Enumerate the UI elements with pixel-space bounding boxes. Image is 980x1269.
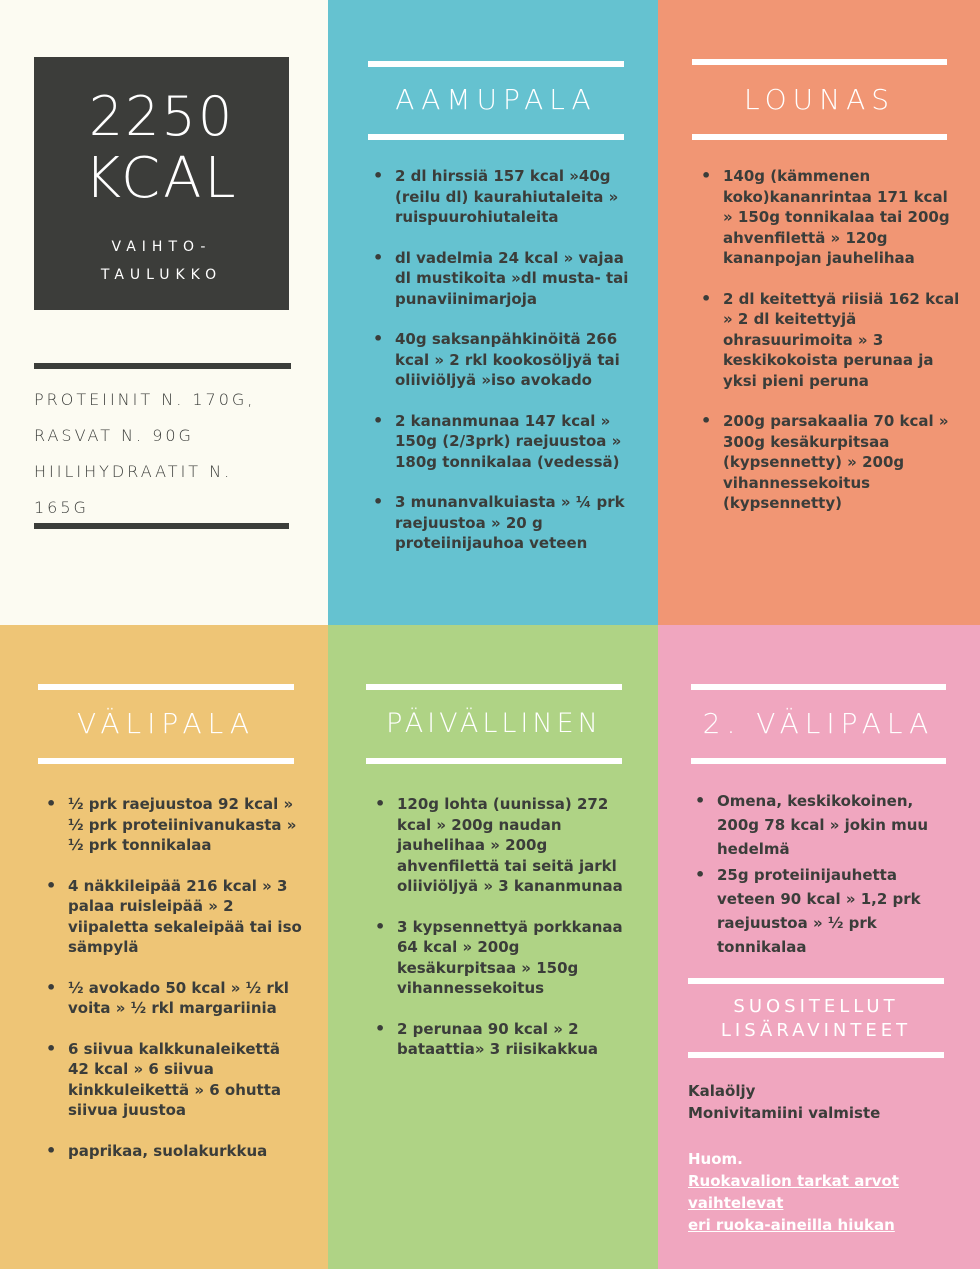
list-item: • 2 kananmunaa 147 kcal » 150g (2/3prk) raejuustoa » 180g tonnikalaa (vedessä): [370, 411, 632, 473]
list-item: • 40g saksanpähkinöitä 266 kcal » 2 rkl kookosöljyä tai oliiviöljyä »iso avokado: [370, 329, 632, 391]
valipala-list: [43, 794, 305, 1181]
supplements-notes: [688, 1080, 958, 1236]
lounas-divider-top: [692, 59, 947, 65]
list-item: • 3 munanvalkuiasta » ¼ prk raejuustoa » 20 g proteiinijauhoa veteen: [370, 492, 632, 554]
note-label: Huom.: [688, 1150, 743, 1168]
list-item: • 6 siivua kalkkunaleikettä 42 kcal » 6 siivua kinkkuleikettä » 6 ohutta siivua juustoa: [43, 1039, 305, 1121]
macros-divider-top: [34, 363, 291, 369]
aamupala-divider-bottom: [368, 134, 624, 140]
macros-divider-bottom: [34, 523, 289, 529]
valipala-title: VÄLIPALA: [76, 707, 256, 740]
list-item: • 25g proteiinijauhetta veteen 90 kcal » 1,2 prk raejuustoa » ½ prk tonnikalaa: [692, 863, 950, 959]
supplements-divider-top: [688, 978, 944, 984]
kcal-subtitle-line2: TAULUKKO: [100, 267, 223, 283]
kcal-box: [34, 57, 289, 310]
supplement-item: Kalaöljy: [688, 1082, 756, 1100]
macros-line1: PROTEIINIT N. 170G,: [34, 390, 256, 409]
list-item: • 200g parsakaalia 70 kcal » 300g kesäkurpitsaa (kypsennetty) » 200g vihannessekoitus (kypsennetty): [698, 411, 960, 514]
macros-line3: HIILIHYDRAATIT N.: [34, 462, 233, 481]
supplements-title: [688, 995, 944, 1043]
lounas-divider-bottom: [692, 134, 947, 140]
kcal-number: 2250: [88, 85, 235, 148]
kcal-unit: KCAL: [84, 146, 239, 211]
lounas-list: [698, 166, 960, 534]
list-item: • 2 perunaa 90 kcal » 2 bataattia» 3 riisikakkua: [372, 1019, 634, 1060]
valipala2-divider-bottom: [691, 758, 946, 764]
list-item: • Omena, keskikokoinen, 200g 78 kcal » jokin muu hedelmä: [692, 789, 950, 861]
valipala2-divider-top: [691, 684, 946, 690]
list-item: • 120g lohta (uunissa) 272 kcal » 200g naudan jauhelihaa » 200g ahvenfilettä tai seitä jarkl oliiviöljyä » 3 kananmunaa: [372, 794, 634, 897]
kcal-subtitle-line1: VAIHTO-: [111, 239, 212, 255]
aamupala-list: [370, 166, 632, 574]
macros-line2: RASVAT N. 90G: [34, 426, 194, 445]
list-item: • ½ avokado 50 kcal » ½ rkl voita » ½ rkl margariinia: [43, 978, 305, 1019]
list-item: • 3 kypsennettyä porkkanaa 64 kcal » 200g kesäkurpitsaa » 150g vihannessekoitus: [372, 917, 634, 999]
note-link-line1[interactable]: Ruokavalion tarkat arvot: [688, 1172, 899, 1190]
valipala2-title: 2. VÄLIPALA: [702, 707, 935, 740]
lounas-title: LOUNAS: [743, 83, 895, 116]
list-item: • paprikaa, suolakurkkua: [43, 1141, 305, 1162]
kcal-subtitle: [34, 233, 289, 289]
paivallinen-title: PÄIVÄLLINEN: [386, 708, 602, 739]
note-link-line2[interactable]: vaihtelevat: [688, 1194, 784, 1212]
supplements-title-line2: LISÄRAVINTEET: [720, 1020, 912, 1041]
aamupala-divider-top: [368, 61, 624, 67]
valipala-divider-bottom: [38, 758, 294, 764]
supplements-title-line1: SUOSITELLUT: [733, 996, 899, 1017]
aamupala-title: AAMUPALA: [395, 83, 597, 116]
paivallinen-divider-top: [366, 684, 622, 690]
supplement-item: Monivitamiini valmiste: [688, 1104, 881, 1122]
list-item: • dl vadelmia 24 kcal » vajaa dl mustikoita »dl musta- tai punaviinimarjoja: [370, 248, 632, 310]
list-item: • 4 näkkileipää 216 kcal » 3 palaa ruisleipää » 2 viipaletta sekaleipää tai iso sämpylä: [43, 876, 305, 958]
macros-line4: 165G: [34, 498, 89, 517]
valipala-divider-top: [38, 684, 294, 690]
list-item: • 2 dl keitettyä riisiä 162 kcal » 2 dl keitettyjä ohrasuurimoita » 3 keskikokoista perunaa ja yksi pieni peruna: [698, 289, 960, 392]
list-item: • 2 dl hirssiä 157 kcal »40g (reilu dl) kaurahiutaleita » ruispuurohiutaleita: [370, 166, 632, 228]
list-item: • 140g (kämmenen koko)kananrintaa 171 kcal » 150g tonnikalaa tai 200g ahvenfilettä » 120g kananpojan jauhelihaa: [698, 166, 960, 269]
supplements-divider-bottom: [688, 1052, 944, 1058]
valipala2-list: [692, 789, 950, 979]
list-item: • ½ prk raejuustoa 92 kcal » ½ prk proteiinivanukasta » ½ prk tonnikalaa: [43, 794, 305, 856]
paivallinen-divider-bottom: [366, 758, 622, 764]
paivallinen-list: [372, 794, 634, 1080]
macros-text: [34, 382, 284, 526]
note-link-line3[interactable]: eri ruoka-aineilla hiukan: [688, 1216, 895, 1234]
